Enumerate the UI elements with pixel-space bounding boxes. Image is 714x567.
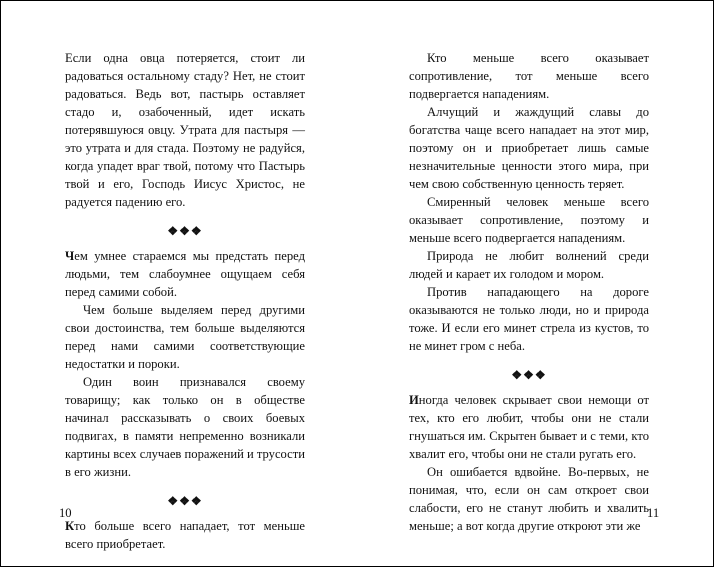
left-page-text	[65, 49, 305, 553]
left-page-number: 10	[59, 506, 72, 520]
paragraph	[65, 247, 305, 301]
paragraph: Он ошибается вдвойне. Во-первых, не понимая, что, если он сам откроет свои слабости, его не станут любить и хвалить меньше; а вот когда другие откроют эти же	[409, 465, 649, 533]
paragraph: Против нападающего на дороге оказываются не только люди, но и природа тоже. И если его минет стрела из кустов, то не минет гром с неба.	[409, 285, 649, 353]
paragraph: Если одна овца потеряется, стоит ли радоваться остальному стаду? Нет, не стоит радоваться. Ведь вот, пастырь оставляет стадо и, озабоченный, идет искать потерявшуюся овцу. Утрата для пастыря —это утрата и для стада. Поэтому не радуйся, когда упадет враг твой, потому что Пастырь твой и его, Господь Иисус Христос, не радуется падению его.	[65, 51, 305, 209]
section-separator: ❖❖❖	[167, 224, 203, 238]
paragraph: Алчущий и жаждущий славы до богатства чаще всего нападает на этот мир, поэтому он и приобретает лишь самые незначительные ценности этого мира, при чем свою собственную ценность теряет.	[409, 105, 649, 191]
section-separator: ❖❖❖	[511, 368, 547, 382]
initial-letter: К	[65, 519, 75, 533]
paragraph: Природа не любит волнений среди людей и карает их голодом и мором.	[409, 249, 649, 281]
paragraph: Один воин признавался своему товарищу; как только он в обществе начинал рассказывать о своих боевых подвигах, в памяти непременно возникали картины всех случаев поражений и трусости в его жизни.	[65, 375, 305, 479]
paragraph-text: то больше всего нападает, тот меньше всего приобретает.	[65, 519, 305, 551]
section-separator: ❖❖❖	[167, 494, 203, 508]
initial-letter: Ч	[65, 249, 75, 263]
paragraph: Чем больше выделяем перед другими свои достоинства, тем больше выделяются перед нами самими соответствующие недостатки и пороки.	[65, 303, 305, 371]
paragraph: Смиренный человек меньше всего оказывает сопротивление, поэтому и меньше всего подвергается нападениям.	[409, 195, 649, 245]
paragraph: Кто меньше всего оказывает сопротивление, тот меньше всего подвергается нападениям.	[409, 51, 649, 101]
right-page-text	[409, 49, 649, 535]
right-page-number: 11	[647, 506, 660, 520]
paragraph	[409, 391, 649, 463]
paragraph-text: ем умнее стараемся мы предстать перед людьми, тем слабоумнее ощущаем себя перед самими собой.	[65, 249, 305, 299]
paragraph	[65, 517, 305, 553]
paragraph-text: ногда человек скрывает свои немощи от тех, кто его любит, чтобы они не стали гнушаться им. Скрытен бывает и с теми, кто хвалит его, чтобы они не стали ругать его.	[409, 393, 649, 461]
initial-letter: И	[409, 393, 419, 407]
